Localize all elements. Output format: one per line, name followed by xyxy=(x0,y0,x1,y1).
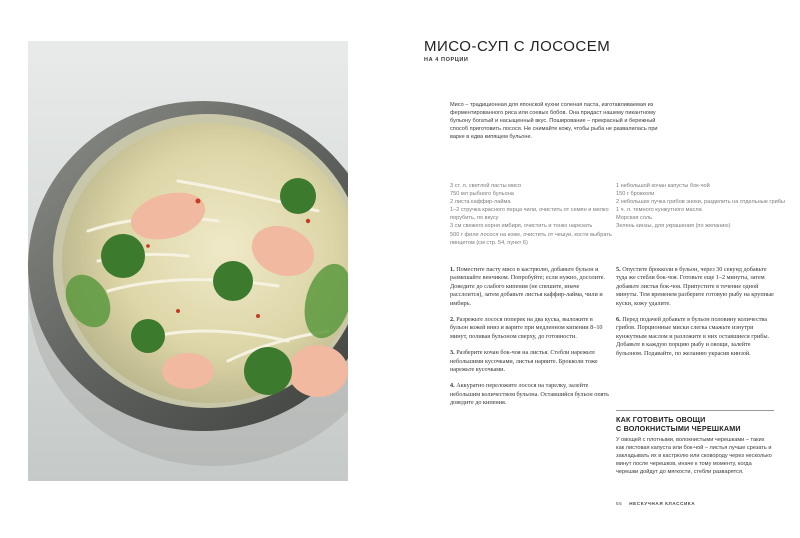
ingredient-item: Морская соль xyxy=(616,215,653,222)
step-number: 1. xyxy=(450,266,455,273)
tip-text: У овощей с плотными, волокнистыми черешками – таких как листовая капуста или бок-чой – листья лучше срезать и закладывать их в кастрюлю или сковороду через несколько минут после черешков, иначе к тому моменту, когда черешки дойдут до мягкости, стебли разварятся. xyxy=(616,437,772,476)
tip-title-line: С ВОЛОКНИСТЫМИ ЧЕРЕШКАМИ xyxy=(616,424,741,433)
steps-column-right xyxy=(616,266,776,366)
step-number: 6. xyxy=(616,316,621,324)
step-number: 4. xyxy=(450,382,455,390)
tip-title-line: КАК ГОТОВИТЬ ОВОЩИ xyxy=(616,415,706,424)
step-text: Аккуратно переложите лосося на тарелку, залейте небольшим количеством бульона. Оставшийся бульон опять доведите до кипения. xyxy=(450,382,609,407)
step-number: 2. xyxy=(450,316,455,324)
recipe-intro: Мисо – традиционная для японской кухни соленая паста, изготавливаемая из ферментированного риса или соевых бобов. Она придаст нашему пикантному бульону богатый и насыщенный вкус. Пошированиe – прекрасный и бережный способ приготовить лосося. Не снимайте кожу, чтобы рыба не развалилась при варке в едва кипящем бульоне. xyxy=(450,102,658,141)
step-text: Разберите кочан бок-чоя на листья. Стебли нарежьте небольшими кусочками, листья нарвите. Брокколи тоже нарежьте кусочками. xyxy=(450,349,598,374)
page-footer xyxy=(616,501,695,506)
ingredient-item: 1 небольшой кочан капусты бок-чой xyxy=(616,183,710,189)
recipe-step xyxy=(450,349,610,374)
recipe-step xyxy=(450,266,610,308)
recipe-step xyxy=(616,266,776,308)
tip-title xyxy=(616,415,774,433)
ingredients-list-left xyxy=(450,182,620,247)
miso-soup-bowl-photo xyxy=(28,41,348,481)
ingredient-item: 500 г филе лосося на коже, очистить от чешуи, кости выбрать пинцетом (см стр. 54, пункт 6) xyxy=(450,231,612,246)
soup-photo xyxy=(28,41,348,481)
recipe-page xyxy=(424,0,785,538)
step-text: Опустите брокколи в бульон, через 30 секунд добавьте туда же стебли бок-чоя. Готовьте еще 1–2 минуты, затем добавьте листья бок-чоя. Припустите в течение одной минуты. Тем временем разберите готовую рыбу на крупные куски, кожу удалите. xyxy=(616,266,774,307)
step-number: 5. xyxy=(616,266,621,273)
step-number: 3. xyxy=(450,349,455,357)
step-text: Поместите пасту мисо в кастрюлю, добавьте бульон и размешайте венчиком. Попробуйте; если нужно, досолите. Доведите до слабого кипения (не спешите, иначе расслоится), затем добавьте листья каффир-лайма, чили и имбирь. xyxy=(450,266,606,307)
recipe-title: МИСО-СУП С ЛОСОСЕМ xyxy=(424,38,611,55)
servings-label: НА 4 ПОРЦИИ xyxy=(424,57,469,63)
ingredient-item: Зелень кинзы, для украшения (по желанию) xyxy=(616,223,731,230)
ingredients-list-right xyxy=(616,182,786,231)
ingredient-item: 2 небольших пучка грибов эноки, разделить на отдельные грибы xyxy=(616,199,785,206)
ingredient-item: 3 ст. л. светлой пасты мисо xyxy=(450,183,522,189)
ingredient-item: 750 мл рыбного бульона xyxy=(450,191,514,198)
recipe-step xyxy=(450,382,610,407)
ingredient-item: 2 листа каффир-лайма xyxy=(450,199,511,206)
recipe-step xyxy=(450,316,610,341)
ingredient-item: 1–2 стручка красного перца чили, очистить от семян и мелко порубить, по вкусу xyxy=(450,207,609,222)
page-number: 55 xyxy=(616,501,623,506)
ingredient-item: 1 ч. л. темного кунжутного масла xyxy=(616,207,702,214)
ingredient-item: 3 см свежего корня имбиря, очистить и тонко нарезать xyxy=(450,223,593,230)
step-text: Разрежьте лосося поперек на два куска, выложите в бульон кожей вниз и варите при медленном кипении 8–10 минут, поливая бульоном сверху, до готовности. xyxy=(450,316,603,340)
ingredient-item: 150 г брокколи xyxy=(616,191,655,198)
step-text: Перед подачей добавьте в бульон половину количества грибов. Порционные миски слегка смажьте изнутри кунжутным маслом и разложите в них оставшиеся грибы. Добавьте в каждую порцию рыбу и овощи, залейте бульоном. Подавайте, по желанию украсив кинзой. xyxy=(616,316,770,357)
book-title: НЕСКУЧНАЯ КЛАССИКА xyxy=(629,501,696,506)
recipe-step xyxy=(616,316,776,358)
tip-box xyxy=(616,410,774,476)
steps-column-left xyxy=(450,266,610,416)
